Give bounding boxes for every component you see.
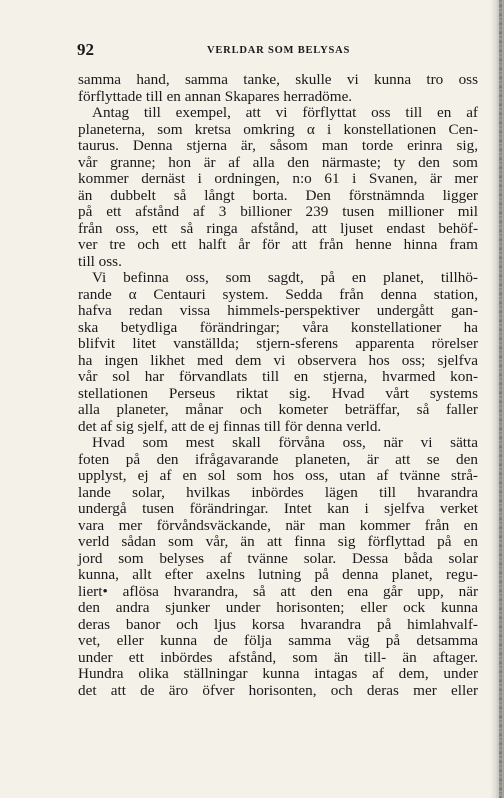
text-line: taurus. Denna stjerna är, såsom man torde erinra sig, [78, 137, 478, 154]
text-line: under ett inbördes afstånd, som än till- än aftager. [78, 648, 478, 666]
running-head: VERLDAR SOM BELYSAS [207, 45, 351, 56]
text-line: upplyst, ej af en sol som hos oss, utan af tvänne strå- [78, 467, 478, 484]
text-line: det att de äro öfver horisonten, och deras mer eller [78, 681, 478, 699]
body-text [78, 72, 478, 699]
text-line: vet, eller kunna de följa samma väg på detsamma [78, 632, 478, 649]
text-line: Antag till exempel, att vi förflyttat oss till en af [92, 104, 478, 121]
page-edge [499, 0, 502, 798]
text-line: Hvad som mest skall förvåna oss, när vi sätta [92, 434, 478, 451]
text-line: rande α Centauri system. Sedda från denna station, [78, 285, 478, 303]
text-line: än dubbelt så långt borta. Den förstnämnda ligger [78, 186, 478, 204]
text-line: förflyttade till en annan Skapares herradöme. [78, 87, 353, 105]
text-line: blifvit litet vanställda; stjern-sferens apparenta rörelser [78, 335, 478, 352]
text-line: lande solar, hvilkas inbördes lägen till hvarandra [78, 483, 478, 501]
text-line: på ett afstånd af 3 billioner 239 tusen millioner mil [78, 203, 478, 220]
text-line: ver tre och ett halft år för att från henne hinna fram [78, 236, 478, 253]
text-line: foten på den ifrågavarande planeten, är att se den [78, 450, 478, 468]
text-line: från oss, ett så ringa afstånd, att ljuset endast behöf- [78, 219, 478, 237]
text-line: kunna, allt efter axelns lutning på denna planet, regu- [78, 566, 478, 583]
page-header [77, 40, 479, 62]
text-line: verld sådan som vår, än att finna sig förflyttad på en [78, 533, 478, 550]
text-line: ska betydliga förändringar; våra konstellationer ha [78, 318, 478, 336]
text-line: undergå tusen förändringar. Intet kan i sjelfva verket [78, 500, 478, 517]
text-line: jord som belyses af tvänne solar. Dessa båda solar [78, 549, 478, 567]
text-line: vara mer förvåndsväckande, när man kommer från en [78, 516, 478, 534]
text-line: samma hand, samma tanke, skulle vi kunna tro oss [78, 71, 478, 88]
text-line: till oss. [78, 252, 122, 270]
text-line: ha ingen likhet med dem vi observera hos oss; sjelfva [78, 351, 478, 369]
text-line: liert• aflösa hvarandra, så att den ena går upp, när [78, 582, 478, 600]
text-line: kommer dernäst i ordningen, n:o 61 i Svanen, är mer [78, 170, 478, 187]
text-line: deras banor och ljus korsa hvarandra på himlahvalf- [78, 615, 478, 633]
text-line: det af sig sjelf, att de ej finnas till för denna verld. [78, 417, 382, 435]
text-line: stellationen Perseus riktat sig. Hvad vårt systems [78, 384, 478, 402]
text-line: alla planeter, månar och kometer beträffar, så faller [78, 401, 478, 418]
text-line: vår sol har förvandlats till en stjerna, hvarmed kon- [78, 368, 478, 385]
text-line: Vi befinna oss, som sagdt, på en planet, tillhö- [92, 269, 478, 286]
text-line: Hundra olika ställningar kunna intagas af dem, under [78, 665, 478, 682]
text-line: planeterna, som kretsa omkring α i konstellationen Cen- [78, 120, 478, 138]
text-line: hafva redan vissa himmels-perspektiver undergått gan- [78, 302, 478, 319]
text-line: den andra sjunker under horisonten; eller ock kunna [78, 599, 478, 616]
page-number: 92 [77, 40, 94, 59]
text-line: vår granne; hon är af alla den närmaste; ty den som [78, 153, 478, 171]
